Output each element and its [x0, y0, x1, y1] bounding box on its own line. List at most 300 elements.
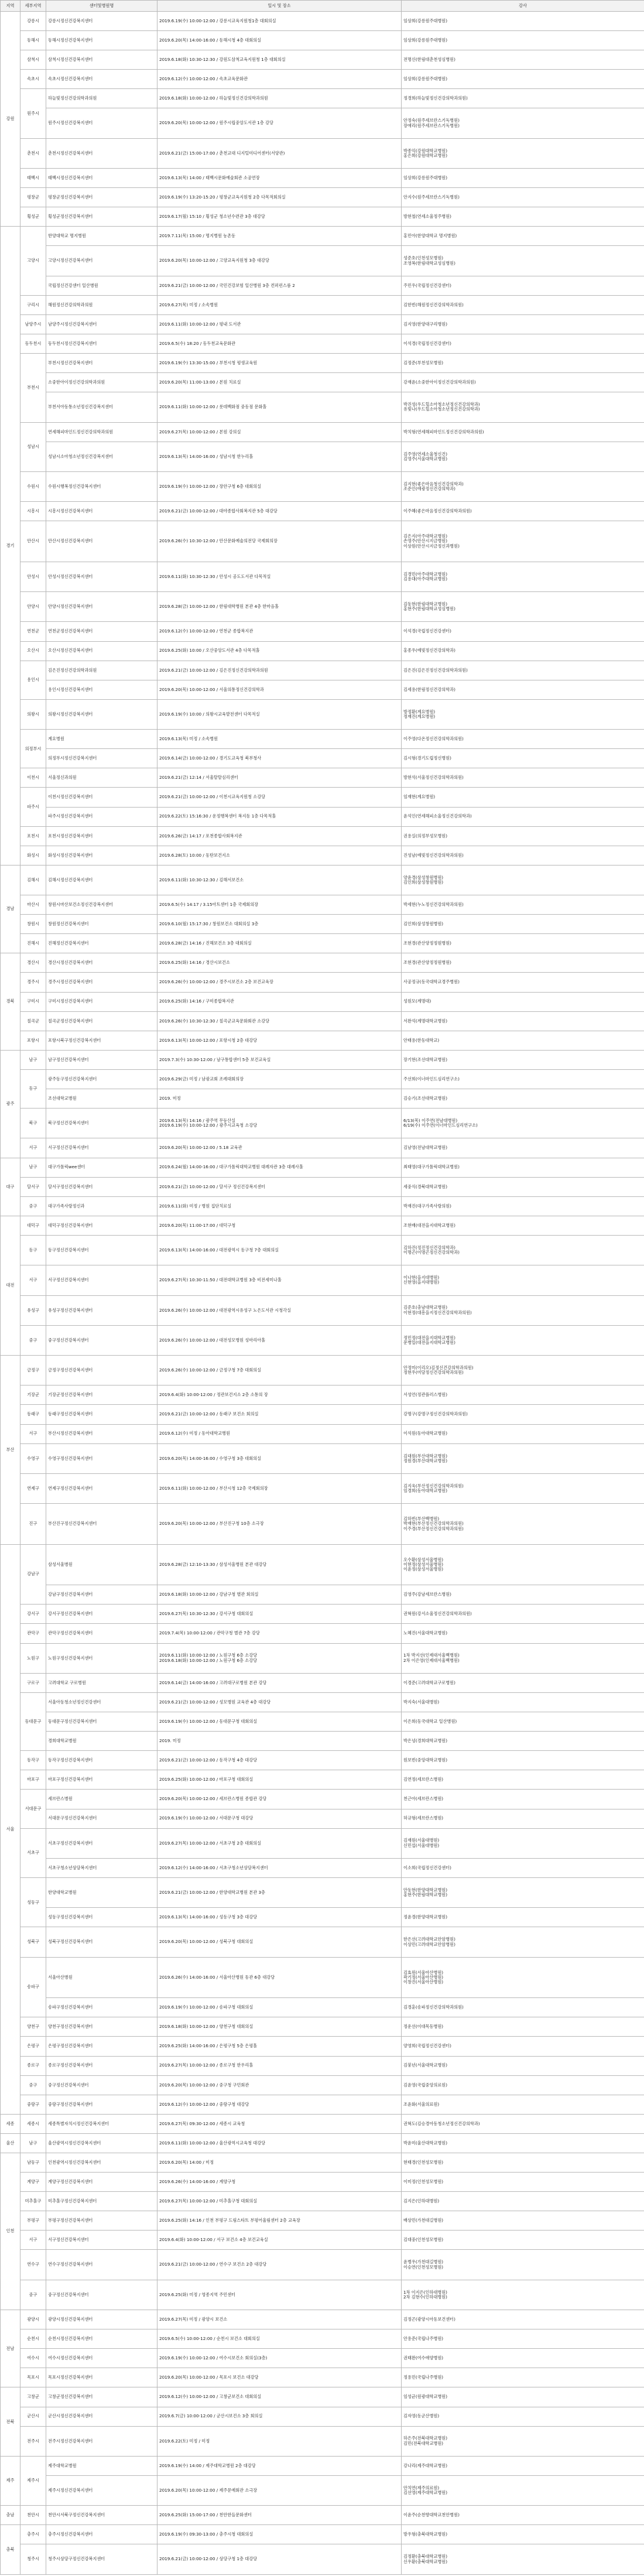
subregion-cell: 동구 [20, 1235, 46, 1265]
instructor-cell: 박종익(강원대학교병원) 홍은희(강원대학교병원) [402, 138, 644, 168]
datetime-place-cell: 2019.6.26(수) 10:00-12:00 / 대전광역시유성구 노은도서관 시청각실 [157, 1295, 402, 1325]
datetime-place-cell: 2019.6.17(월) 15:10 / 횡성군 청소년수련관 3층 대강당 [157, 207, 402, 227]
datetime-place-cell: 2019.6.21(금) 10:00-12:00 / 성모병원 교육관 4층 대강당 [157, 1692, 402, 1712]
table-row [1, 2506, 644, 2525]
instructor-cell: 세중식(경북대학교병원) [402, 1177, 644, 1196]
subregion-cell: 중구 [20, 2280, 46, 2310]
datetime-place-cell: 2019.6.7(금) 10:00-12:00 / 군산시보건소 3층 회의실 [157, 2407, 402, 2426]
instructor-cell: 박치형(연세해피마인드정신건강의학과의원) [402, 422, 644, 442]
region-cell: 전북 [1, 2387, 20, 2456]
center-cell: 금정구정신건강복지센터 [46, 1356, 157, 1386]
subregion-cell: 중구 [20, 2075, 46, 2095]
instructor-cell: 이경준(고려대학교구로병원) [402, 1673, 644, 1692]
datetime-place-cell: 2019.6.19(수) 10:00-12:00 / 강릉시교육지원청1층 대회의실 [157, 12, 402, 31]
datetime-place-cell: 2019.6.25(화) 14:16 / 인천 부평구 드림스타트 부평어울림센터 2층 교육장 [157, 2211, 402, 2231]
center-cell: 세브란스병원 [46, 1790, 157, 1809]
center-cell: 파주시정신건강복지센터 [46, 807, 157, 826]
subregion-cell: 고양시 [20, 227, 46, 295]
center-cell: 성북구정신건강복지센터 [46, 1927, 157, 1957]
datetime-place-cell: 2019.6.21(금) 15:00-17:00 / 춘천교대 디지털미디어센터(서양관) [157, 138, 402, 168]
subregion-cell: 성북구 [20, 1927, 46, 1957]
datetime-place-cell: 2019.6.5(수) 10:00-12:00 / 순천시 보건소 대회의실 [157, 2329, 402, 2349]
instructor-cell: 배상민(가천대길병원) [402, 2211, 644, 2231]
center-cell: 시흥시정신건강복지센터 [46, 502, 157, 521]
table-row [1, 334, 644, 354]
instructor-cell: 김붕년(서울대학교병원) [402, 2056, 644, 2075]
table-row [1, 2368, 644, 2387]
datetime-place-cell: 2019.6.27(목) 10:30-11:50 / 대전대학교병원 3층 비전세미나홀 [157, 1265, 402, 1295]
table-row [1, 1998, 644, 2017]
table-row [1, 2133, 644, 2153]
subregion-cell: 부천시 [20, 354, 46, 422]
instructor-cell: 김승기(조선대학교병원) [402, 1089, 644, 1109]
datetime-place-cell: 2019.6.10(월) 15:17:30 / 창원보건소 대회의실 3층 [157, 915, 402, 934]
center-cell: 남구정신건강복지센터 [46, 1050, 157, 1069]
table-row [1, 1109, 644, 1138]
table-row [1, 12, 644, 31]
center-cell: 남양주시정신건강복지센터 [46, 314, 157, 334]
datetime-place-cell: 2019.6.4(화) 10:00-12:00 / 서구 보건소 4층 보건교육실 [157, 2231, 402, 2250]
instructor-cell: 박진성(우드힐소아청소년정신건강의학과) 유빛나(우드힐소아청소년정신건강의학과) [402, 392, 644, 422]
instructor-cell: 정윤경(한양대학교병원) [402, 1908, 644, 1927]
datetime-place-cell: 2019.6.27(목) 미정 / 광양시 보건소 [157, 2310, 402, 2329]
subregion-cell: 광양시 [20, 2310, 46, 2329]
center-cell: 고창군정신건강복지센터 [46, 2387, 157, 2407]
instructor-cell: 김은지(아주대학교병원) 손영주(안산시지금병원) 이상원(안산시지금정신과병원) [402, 521, 644, 562]
center-cell: 평창군정신건강복지센터 [46, 188, 157, 207]
datetime-place-cell: 2019.6.28(금) 12:10-13:30 / 삼성서울병원 본관 대강당 [157, 1544, 402, 1585]
center-cell: 미추홀구정신건강복지센터 [46, 2192, 157, 2211]
center-cell: 마포구정신건강복지센터 [46, 1770, 157, 1790]
instructor-cell: 안지수(원주세브란스기독병원) [402, 188, 644, 207]
instructor-cell: 강재윤(소중한아이정신건강의학과의원) [402, 373, 644, 392]
instructor-cell: 방현철(연세소울정주병원) [402, 207, 644, 227]
instructor-cell: 박은녕(경희대학교병원) [402, 1732, 644, 1751]
instructor-cell: 방정환(계요병원) 정재진(계요병원) [402, 699, 644, 729]
instructor-cell: 김한빈(해원정신건강의학과의원) [402, 295, 644, 314]
subregion-cell: 동대문구 [20, 1692, 46, 1750]
instructor-cell: 주선희(이너마인드심리연구소) [402, 1069, 644, 1089]
subregion-cell: 수원시 [20, 471, 46, 501]
datetime-place-cell: 2019.6.21(금) 10:00-12:00 / 달서구 정신건강복지센터 [157, 1177, 402, 1196]
table-row [1, 314, 644, 334]
subregion-cell: 노원구 [20, 1643, 46, 1673]
table-row [1, 2231, 644, 2250]
table-row [1, 2475, 644, 2505]
instructor-cell: 서성언(정관플러스병원) [402, 1386, 644, 1405]
table-row [1, 749, 644, 768]
subregion-cell: 오산시 [20, 641, 46, 661]
instructor-cell: 정운선(이대목동병원) [402, 2017, 644, 2037]
region-cell: 경북 [1, 953, 20, 1050]
center-cell: 여수시정신건강복지센터 [46, 2349, 157, 2368]
instructor-cell: 안태용(한동대학교) [402, 1031, 644, 1050]
datetime-place-cell: 2019.6.25(화) 14:00-16:00 / 은평구청 5층 은평홀 [157, 2037, 402, 2056]
datetime-place-cell: 2019.6.11(화) 10:30-12:30 / 김해서보건소 [157, 865, 402, 895]
table-row [1, 354, 644, 373]
table-row [1, 788, 644, 807]
instructor-cell: 방현석(서울정신건강의학과의원) [402, 768, 644, 788]
datetime-place-cell: 2019.6.26(수) 10:00-12:00 / 경주시보건소 2층 보건교육장 [157, 973, 402, 992]
center-cell: 강서구정신건강복지센터 [46, 1605, 157, 1624]
table-row [1, 1770, 644, 1790]
instructor-cell: 김남영(전남대학교병원) [402, 1138, 644, 1158]
subregion-cell: 충주시 [20, 2525, 46, 2544]
center-cell: 서초구정신건강복지센터 [46, 1828, 157, 1858]
center-cell: 고양시정신건강복지센터 [46, 246, 157, 276]
table-row [1, 1031, 644, 1050]
table-row [1, 1158, 644, 1177]
subregion-cell: 횡성군 [20, 207, 46, 227]
center-cell: 속초시정신건강복지센터 [46, 70, 157, 89]
instructor-cell: 김세용(한림정신건강의학과) [402, 680, 644, 699]
subregion-cell: 동작구 [20, 1751, 46, 1770]
table-row [1, 422, 644, 442]
instructor-cell: 김영주(강남세브란스병원) [402, 1585, 644, 1605]
table-row [1, 1504, 644, 1545]
subregion-cell: 여수시 [20, 2349, 46, 2368]
instructor-cell: 윤석인(연세해피소울정신건강의학과) [402, 807, 644, 826]
datetime-place-cell: 2019.6.19(수) 13:20-15:20 / 평창군교육지원청 2층 다목적회의실 [157, 188, 402, 207]
subregion-cell: 제주시 [20, 2456, 46, 2505]
table-row [1, 826, 644, 846]
center-cell: 계양구정신건강복지센터 [46, 2173, 157, 2192]
center-cell: 목포시정신건강복지센터 [46, 2368, 157, 2387]
subregion-cell: 서구 [20, 1138, 46, 1158]
center-cell: 횡성군정신건강복지센터 [46, 207, 157, 227]
table-row [1, 1585, 644, 1605]
subregion-cell: 중구 [20, 1196, 46, 1216]
subregion-cell: 마산시 [20, 895, 46, 915]
instructor-cell: 양윤경(삼성창원병원) 김인희(삼성창원병원) [402, 865, 644, 895]
subregion-cell: 강릉시 [20, 12, 46, 31]
center-cell: 칠곡군정신건강복지센터 [46, 1011, 157, 1031]
table-row [1, 1858, 644, 1877]
datetime-place-cell: 2019.6.19(수) 14:00 / 제주대학교병원 2층 대강당 [157, 2456, 402, 2475]
instructor-cell: 안치연(제주의료원) 김선영(제주대학교병원) [402, 2475, 644, 2505]
instructor-cell: 김주영(연세소울청신건) 김영주(서울대학교병원) [402, 442, 644, 471]
datetime-place-cell: 2019.6.20(목) 10:00-12:00 / 원주시립중앙도서관 1층 강당 [157, 108, 402, 138]
datetime-place-cell: 2019.6.18(화) 10:00-12:00 / 하늘빛정신건강의학과의원 [157, 89, 402, 108]
center-cell: 해원정신건강의학과의원 [46, 295, 157, 314]
instructor-cell: 6/13(목) 이주연(전남대병원) 6/19(수) 이주연(이너마인드심리연구소) [402, 1109, 644, 1138]
table-row [1, 895, 644, 915]
datetime-place-cell: 2019.6.18(화) 10:30-12:30 / 강원도삼척교육지원청 1층 대회의실 [157, 50, 402, 70]
datetime-place-cell: 2019.6.20(목) 11:00-17:00 / 대덕구청 [157, 1216, 402, 1235]
center-cell: 삼척시정신건강복지센터 [46, 50, 157, 70]
datetime-place-cell: 2019.6.21(금) 10:00-12:00 / 국민건강보험 일산병원 3층 컨퍼런스룸 2 [157, 276, 402, 295]
table-row [1, 641, 644, 661]
table-row [1, 1196, 644, 1216]
datetime-place-cell: 2019.6.20(목) 14:00 / 미정 [157, 2153, 402, 2172]
subregion-cell: 남양주시 [20, 314, 46, 334]
center-cell: 태백시정신건강복지센터 [46, 169, 157, 188]
center-cell: 연천군정신건강복지센터 [46, 622, 157, 641]
region-cell: 충북 [1, 2525, 20, 2574]
table-row [1, 1732, 644, 1751]
datetime-place-cell: 2019.6.20(목) 14:00-16:00 / 동해시청 4층 대회의실 [157, 31, 402, 50]
instructor-cell: 원보빈(중앙대학교병원) [402, 1751, 644, 1770]
table-row [1, 50, 644, 70]
center-cell: 고려대학교 구로병원 [46, 1673, 157, 1692]
datetime-place-cell: 2019.6.19(수) 10:00-12:00 / 송파구청 대회의실 [157, 1998, 402, 2017]
center-cell: 관악구정신건강복지센터 [46, 1624, 157, 1643]
datetime-place-cell: 2019.6.26(수) 10:00-12:00 / 금정구청 7층 대회의실 [157, 1356, 402, 1386]
region-cell: 강원 [1, 12, 20, 227]
datetime-place-cell: 2019.6.12(수) 10:00-12:00 / 중랑구청 대강당 [157, 2095, 402, 2114]
table-row [1, 442, 644, 471]
datetime-place-cell: 2019.6.26(수) 14:00-16:00 / 서울아산병원 동관 6층 대강당 [157, 1957, 402, 1998]
instructor-cell: 조현경(관산양정정원병원) [402, 934, 644, 953]
header-region: 지역 [1, 1, 20, 12]
instructor-cell: 이석원(동아대학교병원) [402, 1424, 644, 1443]
instructor-cell: 이나현(을지대병원) 신현영(을지대병원) [402, 1265, 644, 1295]
center-cell: 기장군정신건강복지센터 [46, 1386, 157, 1405]
instructor-cell: 김동현(한림대학교병원) 홍현주(한림대학교성심병원) [402, 592, 644, 622]
instructor-cell: 김경민(아주대학교병원) 김용대(아주대학교병원) [402, 562, 644, 591]
table-row [1, 31, 644, 50]
table-row [1, 661, 644, 680]
center-cell: 북구정신건강복지센터 [46, 1109, 157, 1138]
center-cell: 제주대학교병원 [46, 2456, 157, 2475]
subregion-cell: 서대문구 [20, 1790, 46, 1828]
subregion-cell: 전주시 [20, 2426, 46, 2456]
instructor-cell: 이석경(국립정신건강센터) [402, 622, 644, 641]
center-cell: 강릉시정신건강복지센터 [46, 12, 157, 31]
table-row [1, 2426, 644, 2456]
instructor-cell: 노혜진(서울대학교병원) [402, 1624, 644, 1643]
subregion-cell: 청주시 [20, 2544, 46, 2574]
datetime-place-cell: 2019. 미정 [157, 1089, 402, 1109]
datetime-place-cell: 2019.6.5(수) 18:20 / 동두천교육문화관 [157, 334, 402, 354]
instructor-cell: 정경희(하늘빛정신건강의학과의원) [402, 89, 644, 108]
header-instructor: 강사 [402, 1, 644, 12]
center-cell: 광양시정신건강복지센터 [46, 2310, 157, 2329]
center-cell: 중구정신건강복지센터 [46, 1325, 157, 1355]
table-row [1, 1473, 644, 1503]
datetime-place-cell: 2019.6.21(금) 10:00-12:00 / 김은진정신건강의학과의원 [157, 661, 402, 680]
datetime-place-cell: 2019.6.19(수) 10:00-12:00 / 장안구청 6층 대회의실 [157, 471, 402, 501]
region-cell: 부산 [1, 1356, 20, 1545]
datetime-place-cell: 2019.6.20(목) 10:00-12:00 / 서울의통정신건강의학과 [157, 680, 402, 699]
instructor-cell: 김연정(세브란스병원) [402, 1770, 644, 1790]
center-cell: 달서구정신건강복지센터 [46, 1177, 157, 1196]
center-cell: 안성시정신건강복지센터 [46, 562, 157, 591]
subregion-cell: 진구 [20, 1504, 46, 1545]
center-cell: 부천시정신건강복지센터 [46, 354, 157, 373]
center-cell: 연세해피마인드정신건강의학과의원 [46, 422, 157, 442]
center-cell: 경산시정신건강복지센터 [46, 953, 157, 973]
subregion-cell: 달서구 [20, 1177, 46, 1196]
datetime-place-cell: 2019.6.11(화) 10:00-12:00 / 노원구청 6층 소강당 2019.6.18(화) 10:00-12:00 / 노원구청 6층 소강당 [157, 1643, 402, 1673]
center-cell: 부천서아동통소년정신건강복지센터 [46, 392, 157, 422]
center-cell: 송파구정신건강복지센터 [46, 1998, 157, 2017]
center-cell: 동두천시정신건강복지센터 [46, 334, 157, 354]
datetime-place-cell: 2019.6.13(목) 14:00-16:00 / 대전광역시 동구청 7층 대회의실 [157, 1235, 402, 1265]
center-cell: 오산시정신건강복지센터 [46, 641, 157, 661]
subregion-cell: 순천시 [20, 2329, 46, 2349]
instructor-cell: 김시형(경기도립정신병원) [402, 749, 644, 768]
center-cell: 한양대학교 명지병원 [46, 227, 157, 246]
center-cell: 대구가톨릭wee센터 [46, 1158, 157, 1177]
center-cell: 양천구정신건강복지센터 [46, 2017, 157, 2037]
datetime-place-cell: 2019.6.28(금) 14:16 / 진해보건소 3층 대회의실 [157, 934, 402, 953]
subregion-cell: 계양구 [20, 2173, 46, 2192]
instructor-cell: 1차 이지은(인하대병원) 2차 김현수(인하대병원) [402, 2280, 644, 2310]
subregion-cell: 태백시 [20, 169, 46, 188]
table-row [1, 70, 644, 89]
table-row [1, 392, 644, 422]
table-row [1, 1624, 644, 1643]
center-cell: 안산시정신건강복지센터 [46, 521, 157, 562]
instructor-cell: 하은주(전북대학교병원) 김민(전북대학교병원) [402, 2426, 644, 2456]
center-cell: 제주시정신건강복지센터 [46, 2475, 157, 2505]
datetime-place-cell: 2019.6.21(금) 12:14 / 서울탈탈심리센터 [157, 768, 402, 788]
subregion-cell: 안양시 [20, 592, 46, 622]
datetime-place-cell: 2019.6.27(목) 미정 / 소속병원 [157, 295, 402, 314]
instructor-cell: 이주영(다온정신건강의학과의원) [402, 730, 644, 749]
instructor-cell: 김정준(부천성모병원) [402, 354, 644, 373]
subregion-cell: 북구 [20, 1109, 46, 1138]
center-cell: 대구가족사랑정신과 [46, 1196, 157, 1216]
center-cell: 동해시정신건강복지센터 [46, 31, 157, 50]
datetime-place-cell: 2019.6.12(수) 10:00-12:00 / 고창군보건소 대회의실 [157, 2387, 402, 2407]
subregion-cell: 동해시 [20, 31, 46, 50]
instructor-cell: 안정숙(원주세브란스기독병원) 장애리(원주세브란스기독병원) [402, 108, 644, 138]
datetime-place-cell: 2019.6.11(화) 미정 / 병원 집단치료실 [157, 1196, 402, 1216]
datetime-place-cell: 2019.6.26(수) 10:30-12:00 / 안산문화예술의전당 국제회의장 [157, 521, 402, 562]
instructor-cell: 안정미(이리오)김정신건강의학과의원) 정현우(미담정신건강의학과의원) [402, 1356, 644, 1386]
datetime-place-cell: 2019.6.20(목) 10:00-12:00 / 중구청 구민회관 [157, 2075, 402, 2095]
subregion-cell: 동래구 [20, 1405, 46, 1424]
table-row [1, 1790, 644, 1809]
instructor-cell: 한은선(고려대학교안암병원) 이상민(고려대학교안암병원) [402, 1927, 644, 1957]
instructor-cell: 조현배(대전을지대학교병원) [402, 1216, 644, 1235]
subregion-cell: 화성시 [20, 846, 46, 865]
table-row [1, 2075, 644, 2095]
region-cell: 경남 [1, 865, 20, 953]
instructor-cell: 김대원(부산대학교병원) 정원경(부산대학교병원) [402, 1443, 644, 1473]
instructor-cell: 박윤미(울산대학교병원) [402, 2133, 644, 2153]
subregion-cell: 부평구 [20, 2211, 46, 2231]
subregion-cell: 진해시 [20, 934, 46, 953]
region-cell: 대구 [1, 1158, 20, 1216]
table-row [1, 1216, 644, 1235]
subregion-cell: 기장군 [20, 1386, 46, 1405]
table-row [1, 227, 644, 246]
region-cell: 충남 [1, 2506, 20, 2525]
instructor-cell: 김인희(삼성창원병원) [402, 915, 644, 934]
datetime-place-cell: 2019.6.27(목) 10:00-12:00 / 종로구청 한우리홀 [157, 2056, 402, 2075]
subregion-cell: 의왕시 [20, 699, 46, 729]
instructor-cell: 허규형(세브란스병원) [402, 1809, 644, 1828]
instructor-cell: 천근아(세브란스병원) [402, 1790, 644, 1809]
center-cell: 서구정신건강복지센터 [46, 1265, 157, 1295]
instructor-cell: 윤병우(가천대길병원) 이승연(인천성모병원) [402, 2250, 644, 2280]
datetime-place-cell: 2019.6.13(목) 14:00-16:00 / 성동구청 3층 대강당 [157, 1908, 402, 1927]
table-row [1, 592, 644, 622]
center-cell: 경희대학교병원 [46, 1732, 157, 1751]
datetime-place-cell: 2019.6.21(금) 10:00-12:00 / 연수구 보건소 2층 대강당 [157, 2250, 402, 2280]
table-row [1, 1356, 644, 1386]
subregion-cell: 삼척시 [20, 50, 46, 70]
region-cell: 대전 [1, 1216, 20, 1355]
instructor-cell: 임상희(강릉원주대병원) [402, 31, 644, 50]
instructor-cell: 임재현(계요병원) [402, 788, 644, 807]
center-cell: 순천시정신건강복지센터 [46, 2329, 157, 2349]
datetime-place-cell: 2019.6.20(목) 10:00-12:00 / 부산진구청 10층 소극장 [157, 1504, 402, 1545]
datetime-place-cell: 2019.6.26(금) 14:17 / 포천종합사회복지관 [157, 826, 402, 846]
instructor-cell: 임상희(강릉원주대병원) [402, 70, 644, 89]
instructor-cell: 김대중(인천성모병원) [402, 2231, 644, 2250]
subregion-cell: 중구 [20, 1325, 46, 1355]
subregion-cell: 남구 [20, 1050, 46, 1069]
datetime-place-cell: 2019.6.25(화) 10:00 / 오산중앙도서관 4층 다목적홀 [157, 641, 402, 661]
center-cell: 구미시정신건강복지센터 [46, 992, 157, 1011]
datetime-place-cell: 2019.6.26(수) 10:30-12:30 / 칠곡군교육문화회관 소강당 [157, 1011, 402, 1031]
subregion-cell: 구미시 [20, 992, 46, 1011]
center-cell: 인천광역시정신건강복지센터 [46, 2153, 157, 2172]
subregion-cell: 경산시 [20, 953, 46, 973]
datetime-place-cell: 2019.6.25(화) 14:16 / 경산시보건소 [157, 953, 402, 973]
center-cell: 창원시마산보건소정신건강복지센터 [46, 895, 157, 915]
center-cell: 의왕시정신건강복지센터 [46, 699, 157, 729]
center-cell: 서울아동청소년정신건강센터 [46, 1692, 157, 1712]
subregion-cell: 포항시 [20, 1031, 46, 1050]
instructor-cell: 이윤주(순천향대학교천안병원) [402, 2506, 644, 2525]
center-cell: 은평구정신건강복지센터 [46, 2037, 157, 2056]
instructor-cell: 안용준(국립나주병원) [402, 2329, 644, 2349]
datetime-place-cell: 2019.6.5(수) 14:17 / 3.15아트센터 1층 국제회의장 [157, 895, 402, 915]
datetime-place-cell: 2019.6.12(수) 미정 / 동아대학교병원 [157, 1424, 402, 1443]
table-row [1, 2017, 644, 2037]
datetime-place-cell: 2019.6.28(토) 10:00 / 동탄보건지소 [157, 846, 402, 865]
table-row [1, 2192, 644, 2211]
center-cell: 군산시정신건강복지센터 [46, 2407, 157, 2426]
table-row [1, 2310, 644, 2329]
table-row [1, 1443, 644, 1473]
subregion-cell: 대덕구 [20, 1216, 46, 1235]
table-row [1, 2173, 644, 2192]
header-subregion: 세부지역 [20, 1, 46, 12]
center-cell: 서초구청소년상담복지센터 [46, 1858, 157, 1877]
subregion-cell: 서구 [20, 1265, 46, 1295]
subregion-cell: 미추홀구 [20, 2192, 46, 2211]
center-cell: 서울아산병원 [46, 1957, 157, 1998]
table-row [1, 188, 644, 207]
table-row [1, 246, 644, 276]
instructor-cell: 김지현(좋은마음청신건강의학과) 조준인(애광정신건강의학과) [402, 471, 644, 501]
subregion-cell: 관악구 [20, 1624, 46, 1643]
instructor-cell: 임성균(원광대학교병원) [402, 2387, 644, 2407]
table-row [1, 1386, 644, 1405]
center-cell: 서울정신과의원 [46, 768, 157, 788]
instructor-cell: 홍종우(예빛정신건강의학과) [402, 641, 644, 661]
datetime-place-cell: 2019.7.4(목) 10:00-12:00 / 관악구청 별관 7층 강당 [157, 1624, 402, 1643]
datetime-place-cell: 2019.6.21(금) 10:00-12:00 / 대야종합사회복지관 5층 대강당 [157, 502, 402, 521]
instructor-cell: 김지은(인하대병원) [402, 2192, 644, 2211]
center-cell: 동대문구정신건강복지센터 [46, 1712, 157, 1732]
instructor-cell: 홍민아(한양대학교 명지병원) [402, 227, 644, 246]
center-cell: 이천시정신건강복지센터 [46, 788, 157, 807]
subregion-cell: 금정구 [20, 1356, 46, 1386]
table-row [1, 1712, 644, 1732]
datetime-place-cell: 2019.6.20(목) 14:00-16:00 / 수영구청 3층 대회의실 [157, 1443, 402, 1473]
instructor-cell: 진성남(예빛정신건강의학과의원) [402, 846, 644, 865]
table-row [1, 2250, 644, 2280]
center-cell: 원주시정신건강복지센터 [46, 108, 157, 138]
instructor-cell: 김하빈(부산백병원) 박재현(부산정신건강의학과의원) 이주경(부산정신건강의학과의원) [402, 1504, 644, 1545]
